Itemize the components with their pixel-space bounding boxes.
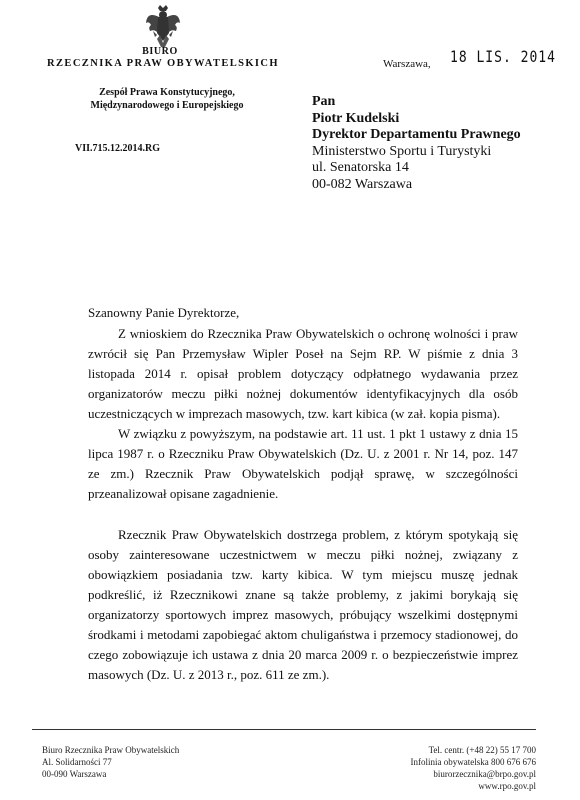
paragraph-3 [88, 525, 518, 685]
footer-phone: Tel. centr. (+48 22) 55 17 700 [428, 745, 536, 755]
addressee-street: ul. Senatorska 14 [312, 160, 409, 175]
addressee-block [312, 94, 521, 193]
department-line1: Zespół Prawa Konstytucyjnego, [99, 87, 235, 98]
footer-left-line2: Al. Solidarności 77 [42, 757, 112, 767]
place: Warszawa, [383, 58, 431, 70]
footer-website: www.rpo.gov.pl [478, 781, 536, 791]
addressee-name: Piotr Kudelski [312, 110, 400, 126]
department-line2: Międzynarodowego i Europejskiego [90, 100, 244, 111]
org-name-line2: RZECZNIKA PRAW OBYWATELSKICH [47, 58, 279, 69]
footer-left-line3: 00-090 Warszawa [42, 769, 107, 779]
salutation: Szanowny Panie Dyrektorze, [88, 305, 240, 320]
footer-email: biurorzecznika@brpo.gov.pl [433, 769, 536, 779]
paragraph-2-text: W związku z powyższym, na podstawie art. 11 ust. 1 pkt 1 ustawy z dnia 15 lipca 1987 r. o Rzeczniku Praw Obywatelskich (Dz. U. z 2001 r. Nr 14, poz. 147 ze zm.) Rzecznik Praw Obywatelskich podjął sprawę, w szczególności przeanalizował opisane zagadnienie. [88, 426, 518, 501]
paragraph-2 [88, 424, 518, 504]
footer-hotline: Infolinia obywatelska 800 676 676 [410, 757, 536, 767]
footer-divider [32, 729, 536, 730]
addressee-city: 00-082 Warszawa [312, 176, 413, 192]
department [72, 86, 262, 112]
paragraph-1-text: Z wnioskiem do Rzecznika Praw Obywatelskich o ochronę wolności i praw zwrócił się Pan Przemysław Wipler Poseł na Sejm RP. W piśmie z dnia 3 listopada 2014 r. opisał problem dotyczący odpłatnego wydawania przez organizatorów meczu piłki nożnej dokumentów identyfikacyjnych dla osób uczestniczących w imprezach masowych, tzw. kart kibica (w zał. kopia pisma). [88, 326, 518, 421]
addressee-title: Dyrektor Departamentu Prawnego [312, 127, 521, 142]
date-stamp: 18 LIS. 2014 [450, 48, 556, 67]
reference-number: VII.715.12.2014.RG [75, 143, 161, 154]
polish-eagle-icon [145, 5, 181, 49]
org-name-line1: BIURO [142, 46, 178, 57]
addressee-line1: Pan [312, 94, 336, 109]
footer-left-line1: Biuro Rzecznika Praw Obywatelskich [42, 745, 180, 755]
paragraph-1 [88, 324, 518, 424]
footer-contact [350, 744, 536, 792]
paragraph-3-text: Rzecznik Praw Obywatelskich dostrzega problem, z którym spotykają się osoby zainteresowane uczestnictwem w meczu piłki nożnej, związany z obowiązkiem posiadania tzw. karty kibica. W tym miejscu muszę jednak podkreślić, iż Rzecznikowi znane są także problemy, z jakimi borykają się organizatorzy sportowych imprez masowych, próbujący wszelkimi dostępnymi środkami i metodami zapobiegać aktom chuligaństwa i przemocy stadionowej, do czego zobowiązuje ich ustawa z dnia 20 marca 2009 r. o bezpieczeństwie imprez masowych (Dz. U. z 2013 r., poz. 611 ze zm.). [88, 527, 518, 682]
footer-address [42, 744, 179, 780]
addressee-ministry: Ministerstwo Sportu i Turystyki [312, 143, 492, 159]
